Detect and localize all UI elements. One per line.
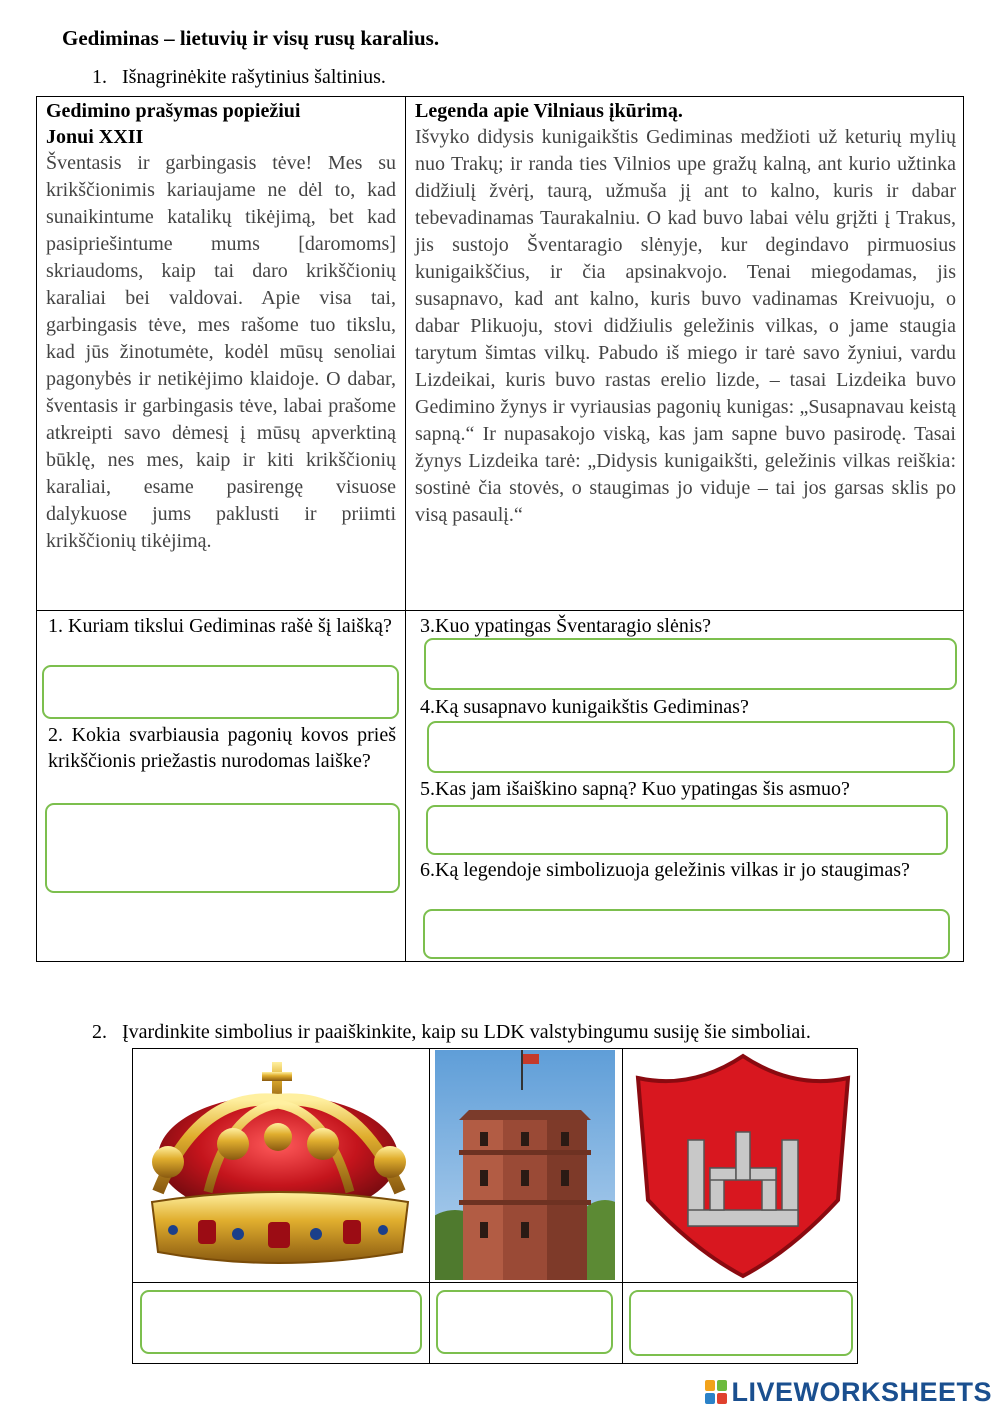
question-5 (420, 776, 956, 802)
crown-icon (138, 1052, 424, 1278)
source-right (415, 98, 956, 529)
tower-icon (435, 1050, 615, 1280)
question-6-number: 6. (420, 859, 435, 881)
symbols-divider-1 (429, 1049, 430, 1363)
worksheet-title: Gediminas – lietuvių ir visų rusų karalius. (62, 26, 440, 50)
logo-text: LIVEWORKSHEETS (731, 1376, 992, 1407)
symbol-answer-box-3[interactable] (629, 1290, 853, 1356)
question-2-number: 2. (48, 724, 63, 746)
task-1-text: Išnagrinėkite rašytinius šaltinius. (122, 66, 386, 88)
task-2-text: Įvardinkite simbolius ir paaiškinkite, kaip su LDK valstybingumu susiję šie simboliai. (122, 1021, 811, 1043)
question-3-number: 3. (420, 615, 435, 637)
question-6-text: Ką legendoje simbolizuoja geležinis vilkas ir jo staugimas? (435, 859, 910, 881)
question-4 (420, 694, 956, 720)
symbol-answer-box-1[interactable] (140, 1290, 422, 1354)
symbols-row-divider (133, 1282, 857, 1283)
source-right-heading: Legenda apie Vilniaus įkūrimą. (415, 100, 683, 122)
column-divider (405, 97, 406, 961)
question-3-text: Kuo ypatingas Šventaragio slėnis? (435, 615, 712, 637)
answer-box-6[interactable] (423, 909, 950, 959)
question-4-text: Ką susapnavo kunigaikštis Gediminas? (435, 696, 749, 718)
question-5-text: Kas jam išaiškino sapną? Kuo ypatingas šis asmuo? (435, 778, 850, 800)
source-left-heading-2: Jonui XXII (46, 126, 144, 148)
question-1-text: Kuriam tikslui Gediminas rašė šį laišką? (68, 615, 392, 637)
row-divider (37, 610, 963, 611)
source-right-text: Išvyko didysis kunigaikštis Gediminas medžioti už keturių mylių nuo Trakų; ir randa ties Vilnios upe gražų kalną, ant kurio užtinka didžiulį žvėrį, taurą, užmuša jį ant to kalno, kuris ir dabar tebevadinamas Taurakalniu. O kad buvo labai vėlu grįžti į Trakus, jis sustojo Šventaragio slėnyje, kur degindavo pirmuosius kunigaikščius, ir čia apsinakvojo. Tenai miegodamas, jis susapnavo, kad ant kalno, kuris buvo vadinamas Kreivuoju, o dabar Plikuoju, stovi didžiulis geležinis vilkas, o jame staugia tarytum šimtas vilkų. Pabudo iš miego ir tarė savo žyniui, vardu Lizdeikai, kuris buvo rastas erelio lizde, – tasai Lizdeika buvo Gedimino žynys ir vyriausias pagonių kunigas: „Susapnavau keistą sapną.“ Ir nupasakojo viską, kas jam sapne buvo pasirodę. Tasai žynys Lizdeika tarė: „Didysis kunigaikšti, geležinis vilkas reiškia: sostinė čia stovės, o staugimas jo viduje – tai jos garsas sklis po visą pasaulį.“ (415, 126, 956, 526)
task-1-instruction (92, 66, 386, 89)
gediminas-columns-coat-icon (632, 1050, 854, 1280)
answer-box-2[interactable] (45, 803, 400, 893)
answer-box-1[interactable] (42, 665, 399, 719)
answer-box-5[interactable] (426, 805, 948, 855)
question-2-text: Kokia svarbiausia pagonių kovos prieš krikščionis priežastis nurodomas laiške? (48, 724, 396, 772)
source-left-heading-1: Gedimino prašymas popiežiui (46, 100, 301, 122)
question-1-number: 1. (48, 615, 63, 637)
answer-box-4[interactable] (427, 721, 955, 773)
source-left (46, 98, 396, 555)
question-1 (48, 613, 396, 639)
liveworksheets-logo (705, 1376, 992, 1408)
tower-image (435, 1050, 615, 1280)
question-3 (420, 613, 956, 639)
question-4-number: 4. (420, 696, 435, 718)
question-5-number: 5. (420, 778, 435, 800)
question-6 (420, 857, 920, 883)
coat-of-arms-image (632, 1050, 854, 1280)
answer-box-3[interactable] (424, 638, 957, 690)
task-1-number: 1. (92, 66, 107, 88)
symbol-answer-box-2[interactable] (436, 1290, 613, 1354)
source-left-text: Šventasis ir garbingasis tėve! Mes su krikščionimis kariaujame ne dėl to, kad sunaikintume katalikų tikėjimą, bet kad pasipriešintume mums [daromoms] skriaudoms, kaip tai daro krikščionių karaliai bei valdovai. Apie visa tai, garbingasis tėve, mes rašome tuo tikslu, kad jūs žinotumėte, kodėl mūsų senoliai pagonybės ir netikėjimo klaidoje. O dabar, šventasis ir garbingasis tėve, labai prašome atkreipti savo dėmesį į mūsų apverktiną būklę, nes mes, kaip ir kiti krikščionių karaliai, esame pasirengę visuose dalykuose jums paklusti ir priimti krikščionių tikėjimą. (46, 152, 396, 552)
crown-image (138, 1052, 424, 1278)
task-2-instruction (92, 1021, 811, 1044)
question-2 (48, 722, 396, 774)
logo-mark-icon (705, 1380, 727, 1404)
task-2-number: 2. (92, 1021, 107, 1043)
symbols-divider-2 (622, 1049, 623, 1363)
